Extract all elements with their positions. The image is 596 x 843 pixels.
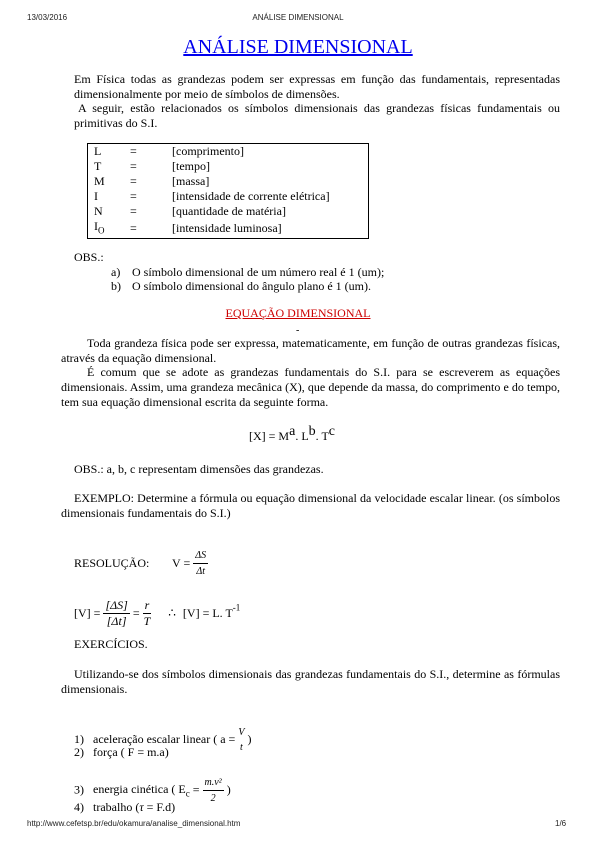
exercicios-intro: Utilizando-se dos símbolos dimensionais das grandezas fundamentais do S.I., determine as fórmulas dimensionais. (61, 667, 560, 696)
velocity-lhs: V = (172, 556, 191, 570)
obs-label: OBS.: (74, 250, 104, 264)
table-row (88, 189, 369, 204)
print-header-title: ANÁLISE DIMENSIONAL (252, 13, 344, 22)
item-subscript: c (185, 788, 190, 799)
symbol-letter: I (94, 219, 98, 233)
exercise-item-2 (74, 745, 169, 760)
intro-paragraph-1 (74, 72, 560, 102)
item-close: ) (247, 731, 252, 746)
table-row (88, 204, 369, 219)
exponent-b: b (308, 424, 316, 439)
fraction-numerator: ΔS (193, 548, 208, 564)
exercicios-heading: EXERCÍCIOS. (74, 637, 148, 651)
obs-item-a-marker: a) (111, 265, 121, 279)
symbol-cell: L (94, 144, 102, 158)
resolucao-formula (172, 548, 208, 579)
item-close: ) (226, 782, 231, 797)
dim-fraction-1 (103, 598, 129, 629)
equation-paragraph-2: É comum que se adote as grandezas fundamentais do S.I. para se escreverem as equações dimensionais. Assim, uma grandeza mecânica (X), que depende da massa, do comprimento e do tempo, tem sua equação dimensional escrita da seguinte forma. (61, 365, 560, 409)
equals-cell: = (130, 189, 137, 203)
item-text: aceleração escalar linear ( a = (93, 731, 236, 746)
obs-item-b-marker: b) (111, 279, 121, 293)
intro-text-2: A seguir, estão relacionados os símbolos dimensionais das grandezas físicas fundamentais ou primitivas do S.I. (74, 101, 560, 130)
symbol-cell (88, 219, 125, 239)
description-cell: [intensidade de corrente elétrica] (172, 189, 330, 203)
dim-result: [V] = L. T (182, 606, 233, 620)
fraction-denominator: [Δt] (106, 614, 127, 628)
item-text: força ( F = m.a) (93, 745, 169, 759)
description-cell: [intensidade luminosa] (172, 221, 282, 236)
acceleration-fraction (238, 725, 244, 755)
velocity-fraction (193, 548, 208, 579)
equals-cell: = (130, 144, 137, 158)
exponent-a: a (289, 424, 296, 439)
table-row (88, 144, 369, 160)
description-cell: [quantidade de matéria] (172, 204, 286, 218)
dimensional-velocity (74, 598, 240, 629)
item-text: trabalho ( (93, 800, 140, 814)
symbol-cell: I (94, 189, 98, 203)
item-number: 2) (74, 745, 84, 759)
symbol-cell: M (94, 174, 105, 188)
description-cell: [comprimento] (172, 144, 244, 158)
intro-paragraph-2 (74, 101, 560, 131)
section-mark: - (296, 325, 300, 336)
footer-url[interactable]: http://www.cefetsp.br/edu/okamura/analise_dimensional.htm (27, 819, 241, 828)
table-row (88, 174, 369, 189)
obs-item-a: O símbolo dimensional de um número real é 1 (um); (132, 265, 385, 279)
fraction-numerator: m.v² (203, 775, 224, 791)
symbol-subscript: O (98, 225, 105, 236)
tau-symbol: τ (139, 800, 144, 814)
exemplo-paragraph: EXEMPLO: Determine a fórmula ou equação dimensional da velocidade escalar linear. (os símbolos dimensionais fundamentais do S.I.) (61, 491, 560, 520)
obs-dimensions: OBS.: a, b, c representam dimensões das grandezas. (74, 462, 324, 476)
equals-cell: = (130, 159, 137, 173)
fraction-numerator: [ΔS] (105, 598, 128, 612)
equals-cell: = (130, 204, 137, 218)
table-row (88, 219, 369, 239)
exponent-c: c (328, 424, 336, 439)
fraction-denominator: t (239, 742, 243, 753)
page-number: 1/6 (555, 819, 567, 828)
item-rest: = F.d) (143, 800, 176, 814)
equals-cell: = (130, 174, 137, 188)
description-cell: [massa] (172, 174, 210, 188)
intro-text-1: Em Física todas as grandezas podem ser expressas em função das fundamentais, representadas dimensionalmente por meio de símbolos de dimensões. (74, 72, 560, 101)
item-text: energia cinética ( E (93, 782, 186, 797)
symbol-cell: T (94, 159, 102, 173)
fraction-numerator: V (238, 727, 245, 738)
equation-paragraph-1: Toda grandeza física pode ser expressa, matematicamente, em função de outras grandezas físicas, através da equação dimensional. (61, 336, 560, 365)
dim-equals: = (132, 606, 140, 620)
item-number: 3) (74, 782, 84, 797)
section-title-equacao: EQUAÇÃO DIMENSIONAL (225, 306, 371, 320)
formula-L: . L (295, 429, 309, 443)
dim-fraction-2 (143, 598, 152, 629)
symbol-cell: N (94, 204, 103, 218)
equals-cell: = (130, 221, 137, 236)
dim-lhs: [V] = (74, 606, 101, 620)
item-equals: = (189, 782, 200, 797)
formula-lhs: [X] = M (249, 429, 290, 443)
dim-result-exponent: -1 (232, 602, 241, 613)
exercise-item-4 (74, 800, 175, 815)
fraction-denominator: 2 (210, 793, 216, 804)
document-title[interactable]: ANÁLISE DIMENSIONAL (183, 36, 413, 58)
dimensional-formula (249, 424, 335, 444)
kinetic-energy-fraction (203, 775, 224, 806)
table-row (88, 159, 369, 174)
symbols-table (87, 143, 369, 239)
fraction-denominator: T (143, 614, 151, 628)
formula-T: . T (315, 429, 329, 443)
resolucao-label: RESOLUÇÃO: (74, 556, 150, 570)
fraction-denominator: Δt (196, 566, 205, 577)
description-cell: [tempo] (172, 159, 210, 173)
therefore-symbol: ∴ (168, 606, 176, 620)
obs-item-b: O símbolo dimensional do ângulo plano é 1 (um). (132, 279, 371, 293)
item-number: 4) (74, 800, 84, 814)
print-date: 13/03/2016 (27, 13, 68, 22)
item-number: 1) (74, 731, 84, 746)
fraction-numerator: r (144, 598, 150, 612)
